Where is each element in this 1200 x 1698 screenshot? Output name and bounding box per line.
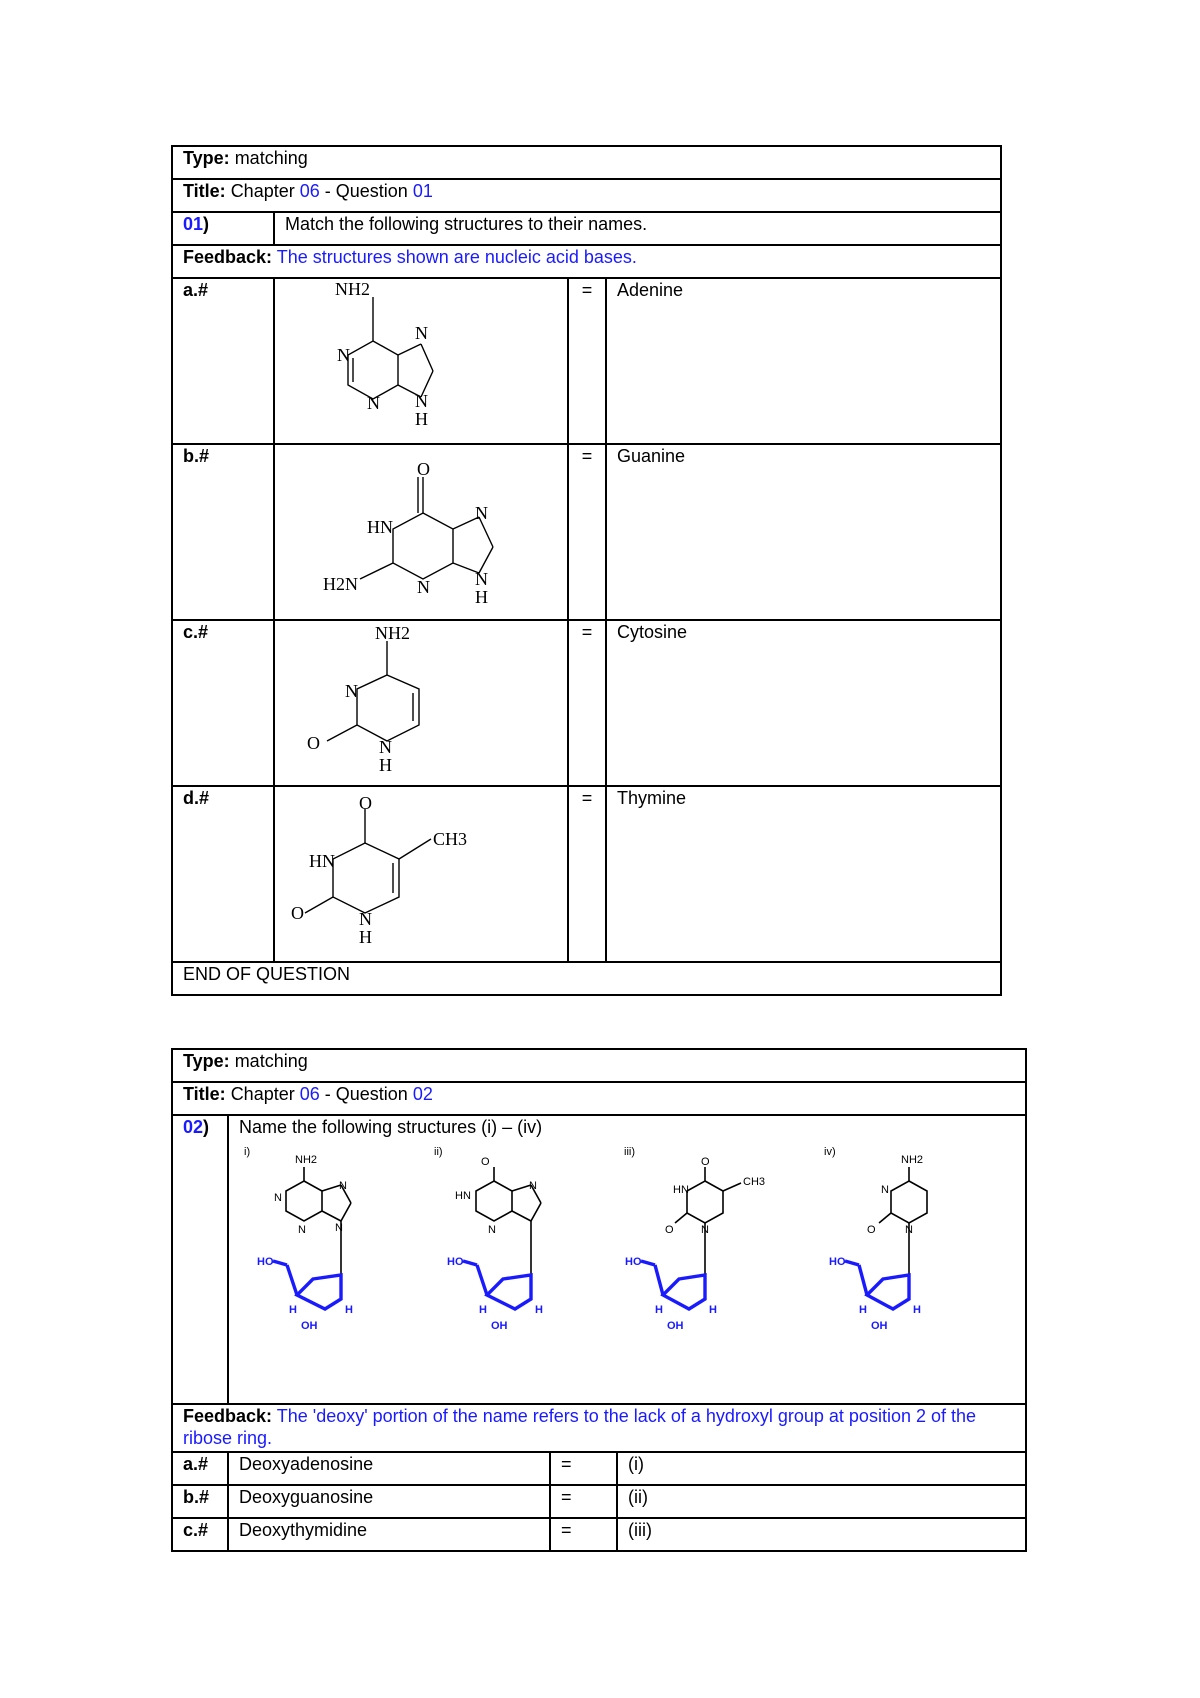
label-h: H bbox=[479, 1303, 487, 1316]
label-n9: N bbox=[415, 391, 428, 411]
question-text: Name the following structures (i) – (iv) bbox=[239, 1117, 543, 1137]
structure-iv bbox=[824, 1146, 927, 1332]
title-number: 01 bbox=[412, 181, 433, 201]
label-oh: OH bbox=[491, 1319, 508, 1332]
match-row-b bbox=[172, 444, 1001, 620]
label-h: H bbox=[289, 1303, 297, 1316]
equals-sign: = bbox=[550, 1485, 617, 1518]
match-name: Deoxythymidine bbox=[228, 1518, 550, 1551]
equals-sign: = bbox=[550, 1452, 617, 1485]
question-row bbox=[172, 212, 1001, 245]
label-o4: O bbox=[359, 793, 372, 813]
match-row-d bbox=[172, 786, 1001, 962]
feedback-row bbox=[172, 1404, 1026, 1452]
label-n: N bbox=[335, 1221, 343, 1234]
feedback-label: Feedback: bbox=[183, 247, 273, 267]
type-row bbox=[172, 1049, 1026, 1082]
structure-label: iii) bbox=[624, 1145, 635, 1158]
end-of-question: END OF QUESTION bbox=[172, 962, 1001, 995]
label-n1: N bbox=[359, 909, 372, 929]
label-n: N bbox=[339, 1179, 347, 1192]
label-o: O bbox=[665, 1223, 674, 1236]
label-n: N bbox=[905, 1223, 913, 1236]
label-o: O bbox=[481, 1155, 490, 1168]
match-answer: Thymine bbox=[606, 786, 1001, 962]
type-label: Type: bbox=[183, 1051, 230, 1071]
label-h: H bbox=[655, 1303, 663, 1316]
match-answer: (ii) bbox=[617, 1485, 1026, 1518]
label-h: H bbox=[415, 409, 428, 429]
structure-iii bbox=[624, 1146, 765, 1332]
title-mid: - Question bbox=[319, 1084, 413, 1104]
label-n3: N bbox=[345, 681, 358, 701]
match-answer: Guanine bbox=[606, 444, 1001, 620]
equals-sign: = bbox=[568, 786, 606, 962]
type-value: matching bbox=[234, 148, 308, 168]
match-row-a bbox=[172, 1452, 1026, 1485]
feedback-label: Feedback: bbox=[183, 1406, 273, 1426]
match-key: a.# bbox=[172, 1452, 228, 1485]
label-o: O bbox=[867, 1223, 876, 1236]
match-name: Deoxyguanosine bbox=[228, 1485, 550, 1518]
match-row-b bbox=[172, 1485, 1026, 1518]
title-label: Title: bbox=[183, 1084, 226, 1104]
label-o: O bbox=[417, 459, 430, 479]
structure-thymine bbox=[274, 786, 568, 962]
title-row bbox=[172, 179, 1001, 212]
label-nh2: NH2 bbox=[375, 623, 410, 643]
structure-ii bbox=[434, 1146, 543, 1332]
structure-adenine bbox=[274, 278, 568, 444]
label-n: N bbox=[298, 1223, 306, 1236]
question-paren: ) bbox=[203, 214, 210, 234]
label-hn: HN bbox=[309, 851, 335, 871]
label-o: O bbox=[701, 1155, 710, 1168]
feedback-text: The 'deoxy' portion of the name refers to the lack of a hydroxyl group at position 2 of the ribose ring. bbox=[183, 1406, 977, 1448]
match-key: c.# bbox=[172, 1518, 228, 1551]
question-number: 02 bbox=[183, 1117, 204, 1137]
label-hn: HN bbox=[367, 517, 393, 537]
label-n3: N bbox=[367, 393, 380, 413]
label-oh: OH bbox=[667, 1319, 684, 1332]
label-h: H bbox=[379, 755, 392, 775]
match-answer: (iii) bbox=[617, 1518, 1026, 1551]
structure-cytosine bbox=[274, 620, 568, 786]
match-answer: Adenine bbox=[606, 278, 1001, 444]
label-h: H bbox=[345, 1303, 353, 1316]
label-ho: HO bbox=[447, 1255, 464, 1268]
match-key: d.# bbox=[172, 786, 274, 962]
label-nh2: NH2 bbox=[901, 1153, 924, 1166]
label-h: H bbox=[913, 1303, 921, 1316]
title-number: 02 bbox=[412, 1084, 433, 1104]
label-h: H bbox=[359, 927, 372, 947]
equals-sign: = bbox=[550, 1518, 617, 1551]
label-n: N bbox=[529, 1179, 537, 1192]
label-nh2: NH2 bbox=[295, 1153, 318, 1166]
label-n7: N bbox=[475, 503, 488, 523]
match-name: Deoxyadenosine bbox=[228, 1452, 550, 1485]
label-h: H bbox=[535, 1303, 543, 1316]
match-key: c.# bbox=[172, 620, 274, 786]
feedback-text: The structures shown are nucleic acid bases. bbox=[276, 247, 637, 267]
match-key: b.# bbox=[172, 1485, 228, 1518]
label-ch3: CH3 bbox=[433, 829, 468, 849]
label-o: O bbox=[307, 733, 320, 753]
equals-sign: = bbox=[568, 278, 606, 444]
label-ho: HO bbox=[625, 1255, 642, 1268]
question-row bbox=[172, 1115, 1026, 1404]
label-oh: OH bbox=[301, 1319, 318, 1332]
title-chapter: 06 bbox=[299, 1084, 320, 1104]
title-prefix: Chapter bbox=[230, 181, 300, 201]
title-mid: - Question bbox=[319, 181, 413, 201]
label-nh2: NH2 bbox=[335, 279, 370, 299]
equals-sign: = bbox=[568, 444, 606, 620]
match-answer: (i) bbox=[617, 1452, 1026, 1485]
label-ho: HO bbox=[257, 1255, 274, 1268]
question-2-table bbox=[171, 1048, 1027, 1552]
match-answer: Cytosine bbox=[606, 620, 1001, 786]
label-o2: O bbox=[291, 903, 304, 923]
label-n: N bbox=[881, 1183, 889, 1196]
match-row-c bbox=[172, 620, 1001, 786]
match-key: b.# bbox=[172, 444, 274, 620]
label-n: N bbox=[701, 1223, 709, 1236]
title-row bbox=[172, 1082, 1026, 1115]
label-h: H bbox=[859, 1303, 867, 1316]
title-label: Title: bbox=[183, 181, 226, 201]
match-row-c bbox=[172, 1518, 1026, 1551]
label-ch3: CH3 bbox=[743, 1175, 766, 1188]
feedback-row bbox=[172, 245, 1001, 278]
nucleoside-structures bbox=[229, 1141, 1009, 1391]
type-value: matching bbox=[234, 1051, 308, 1071]
label-n1: N bbox=[337, 345, 350, 365]
label-n1: N bbox=[379, 737, 392, 757]
label-n7: N bbox=[415, 323, 428, 343]
end-row bbox=[172, 962, 1001, 995]
question-1-table bbox=[171, 145, 1002, 996]
label-hn: HN bbox=[673, 1183, 689, 1196]
question-text: Match the following structures to their names. bbox=[274, 212, 1001, 245]
type-row bbox=[172, 146, 1001, 179]
label-h: H bbox=[709, 1303, 717, 1316]
equals-sign: = bbox=[568, 620, 606, 786]
label-n: N bbox=[274, 1191, 282, 1204]
structure-label: ii) bbox=[434, 1145, 443, 1158]
label-h2n: H2N bbox=[323, 574, 358, 594]
label-ho: HO bbox=[829, 1255, 846, 1268]
label-n3: N bbox=[417, 577, 430, 597]
label-n: N bbox=[488, 1223, 496, 1236]
match-row-a bbox=[172, 278, 1001, 444]
type-label: Type: bbox=[183, 148, 230, 168]
structure-i bbox=[244, 1146, 353, 1332]
label-n9: N bbox=[475, 569, 488, 589]
title-prefix: Chapter bbox=[230, 1084, 300, 1104]
title-chapter: 06 bbox=[299, 181, 320, 201]
structure-guanine bbox=[274, 444, 568, 620]
label-oh: OH bbox=[871, 1319, 888, 1332]
match-key: a.# bbox=[172, 278, 274, 444]
structure-label: iv) bbox=[824, 1145, 836, 1158]
label-h: H bbox=[475, 587, 488, 607]
label-hn: HN bbox=[455, 1189, 471, 1202]
structure-label: i) bbox=[244, 1145, 251, 1158]
question-number: 01 bbox=[183, 214, 204, 234]
question-paren: ) bbox=[203, 1117, 210, 1137]
